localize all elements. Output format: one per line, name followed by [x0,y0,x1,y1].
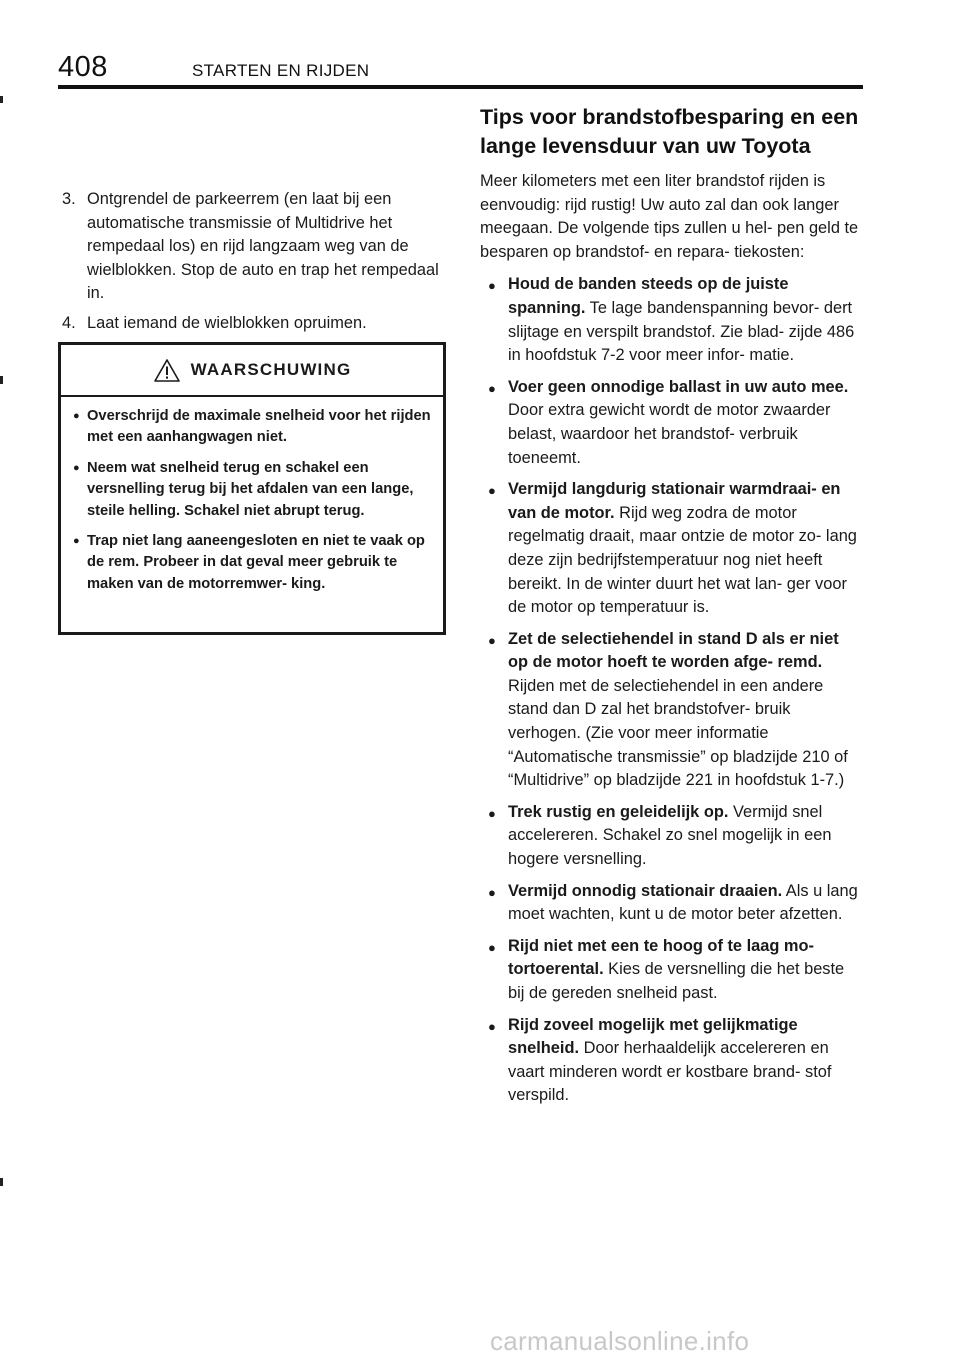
running-header: STARTEN EN RIJDEN [192,61,370,80]
intro-paragraph: Meer kilometers met een liter brandstof rijden is eenvoudig: rijd rustig! Uw auto zal dan ook langer meegaan. De volgende tips zullen u hel- pen geld te besparen op brandstof- en repara- tiekosten: [480,172,859,261]
warning-box [58,342,446,635]
tip-text: Kies de versnelling die het beste bij de gereden snelheid past. [508,960,845,1002]
tip-heading: Zet de selectiehendel in stand D als er niet op de motor hoeft te worden afge- remd. [508,629,839,672]
bullet-icon: ● [488,884,496,900]
tip-text: Door extra gewicht wordt de motor zwaarder belast, waardoor het brandstof- verbruik toeneemt. [508,401,831,467]
tips-list [480,273,863,1108]
section-title: Tips voor brandstofbesparing en een lange levensduur van uw Toyota [480,105,859,158]
page-number: 408 [58,51,108,83]
tip-heading: Voer geen onnodige ballast in uw auto mee. [508,377,849,396]
tip-text: Te lage bandenspanning bevor- dert slijtage en verspilt brandstof. Zie blad- zijde 486 in hoofdstuk 7-2 voor meer infor- matie. [508,298,855,365]
tip-text: Als u lang moet wachten, kunt u de motor beter afzetten. [508,881,858,924]
tip-heading: Trek rustig en geleidelijk op. [508,802,729,821]
bullet-icon: ● [488,483,496,499]
warning-triangle-icon [153,358,181,383]
step-item [62,188,447,306]
bullet-icon: ● [73,535,80,548]
tip-item [480,376,863,470]
warning-item [73,458,431,522]
page-edge-mark [0,376,3,384]
tip-heading: Vermijd onnodig stationair draaien. [508,881,783,900]
tip-item [480,880,863,927]
tip-item [480,1014,863,1108]
bullet-icon: ● [488,380,496,396]
bullet-icon: ● [488,1018,496,1034]
step-list [62,188,447,342]
bullet-icon: ● [488,805,496,821]
tip-text: Door herhaaldelijk accelereren en vaart minderen wordt er kostbare brand- stof verspild. [508,1039,832,1105]
page-edge-mark [0,1178,3,1186]
warning-header [61,345,443,397]
tip-text: Rijd weg zodra de motor regelmatig draait, maar ontzie de motor zo- lang deze zijn bedrijfstemperatuur nog niet heeft bereikt. In de winter duurt het wat lan- ger voor de motor op temperatuur is. [508,503,857,617]
tip-item [480,478,863,620]
tip-heading: Rijd zoveel mogelijk met gelijkmatige snelheid. [508,1015,798,1058]
warning-item [73,531,431,595]
tip-item [480,935,863,1006]
warning-item-text: Trap niet lang aaneengesloten en niet te vaak op de rem. Probeer in dat geval meer gebruik te maken van de motorremwer- king. [87,533,425,592]
step-number: 3. [62,190,76,208]
tip-heading: Vermijd langdurig stationair warmdraai- en van de motor. [508,480,841,522]
tip-item [480,628,863,793]
tip-item [480,273,863,367]
warning-item [73,406,431,449]
tip-heading: Houd de banden steeds op de juiste spanning. [508,275,789,317]
page-edge-mark [0,96,3,103]
warning-item-text: Overschrijd de maximale snelheid voor het rijden met een aanhangwagen niet. [87,408,431,446]
bullet-icon: ● [488,632,496,648]
bullet-icon: ● [488,939,496,955]
tip-item [480,801,863,872]
bullet-icon: ● [73,461,80,474]
warning-item-text: Neem wat snelheid terug en schakel een versnelling terug bij het afdalen van een lange, steile helling. Schakel niet abrupt terug. [87,459,414,519]
tip-text: Vermijd snel accelereren. Schakel zo snel mogelijk in een hogere versnelling. [508,802,832,869]
bullet-icon: ● [73,410,80,422]
header-rule [58,85,863,89]
tip-heading: Rijd niet met een te hoog of te laag mo- tortoerental. [508,936,814,979]
step-text: Laat iemand de wielblokken opruimen. [87,313,367,332]
tip-text: Rijden met de selectiehendel in een andere stand dan D zal het brandstofver- bruik verhogen. (Zie voor meer informatie “Automatische transmissie” op bladzijde 210 of “Multidrive” op bladzijde 221 in hoofdstuk 1-7.) [508,676,848,790]
warning-list [61,397,443,595]
watermark: carmanualsonline.info [490,1326,750,1356]
bullet-icon: ● [488,278,496,294]
warning-title: WAARSCHUWING [190,360,352,379]
step-item [62,312,447,336]
step-number: 4. [62,313,76,332]
step-text: Ontgrendel de parkeerrem (en laat bij een automatische transmissie of Multidrive het rempedaal los) en rijd langzaam weg van de wielblokken. Stop de auto en trap het rempedaal in. [87,190,439,303]
tips-section [480,100,863,1116]
